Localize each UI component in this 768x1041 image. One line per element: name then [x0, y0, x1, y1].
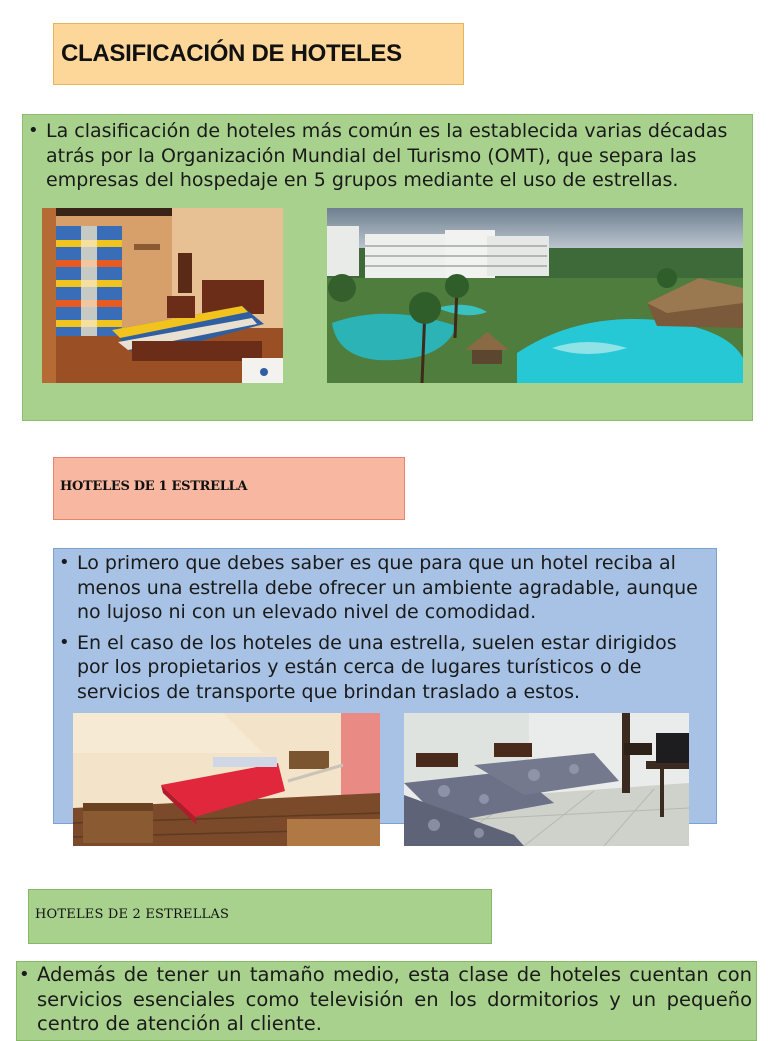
title-box — [53, 23, 464, 85]
one-star-heading: HOTELES DE 1 ESTRELLA — [60, 479, 248, 494]
two-star-bullet-list — [19, 963, 752, 1037]
page-title: CLASIFICACIÓN DE HOTELES — [61, 40, 402, 67]
motel-room-photo — [404, 713, 689, 846]
resort-pool-photo — [327, 208, 743, 383]
intro-bullet-list — [28, 119, 746, 193]
two-star-heading: HOTELES DE 2 ESTRELLAS — [35, 907, 230, 922]
intro-box — [22, 114, 753, 421]
hotel-room-photo — [42, 208, 283, 383]
basic-room-photo — [73, 713, 380, 846]
one-star-bullet-list — [59, 551, 709, 704]
two-star-bullet: • Además de tener un tamaño medio, esta clase de hoteles cuentan con servicios esenciales como televisión en los dormitorios y un pequeño centro de atención al cliente. — [19, 963, 752, 1037]
one-star-heading-box — [53, 457, 405, 520]
one-star-bullet: • Lo primero que debes saber es que para que un hotel reciba al menos una estrella debe ofrecer un ambiente agradable, aunque no lujoso ni con un elevado nivel de comodidad. — [59, 551, 709, 625]
two-star-heading-box — [28, 889, 492, 944]
one-star-bullet: • En el caso de los hoteles de una estrella, suelen estar dirigidos por los propietarios y están cerca de lugares turísticos o de servicios de transporte que brindan traslado a estos. — [59, 631, 709, 705]
intro-bullet: • La clasificación de hoteles más común es la establecida varias décadas atrás por la Organización Mundial del Turismo (OMT), que separa las empresas del hospedaje en 5 grupos mediante el uso de estrellas. — [28, 119, 746, 193]
two-star-content-box — [16, 961, 757, 1041]
